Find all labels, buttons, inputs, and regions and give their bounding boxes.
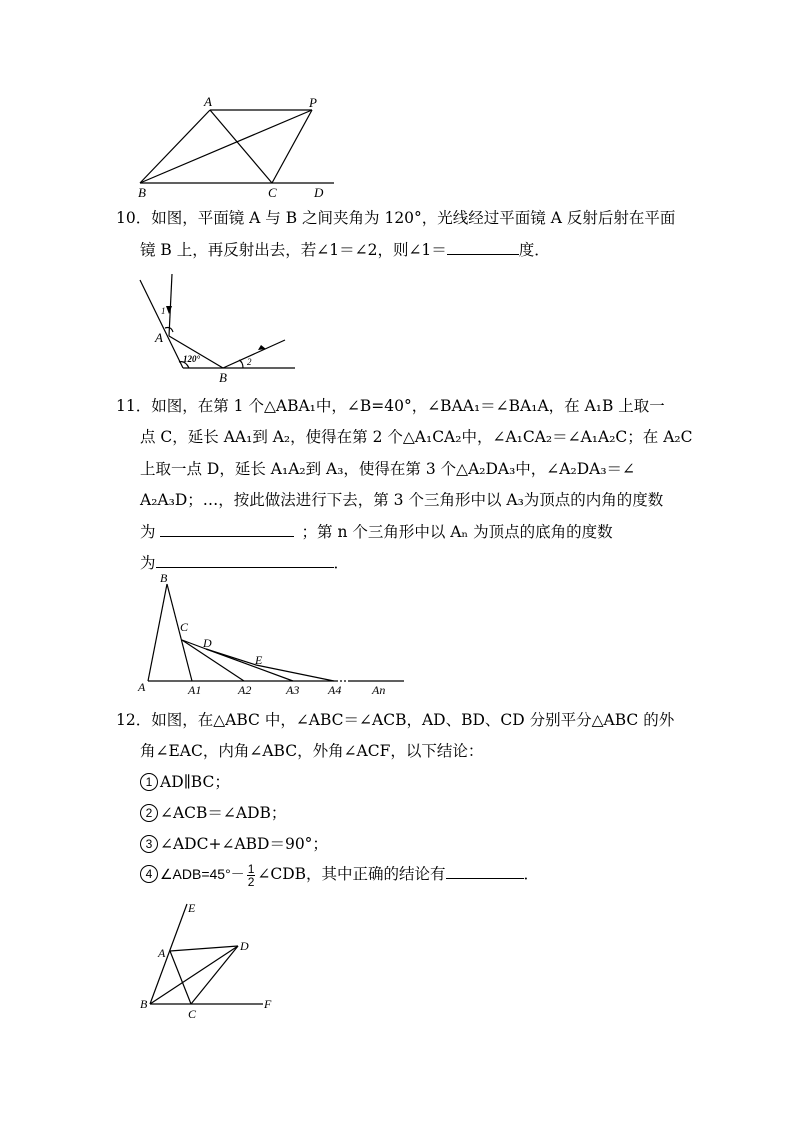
label-A: A [155,330,163,345]
q12-item-4: 4 ∠ADB=45°－ $\frac{1}{2}$ ∠CDB，其中正确的结论有 ． [140,862,539,888]
label-D: D [240,939,249,953]
label-C: C [180,620,189,634]
answer-blank-q11a[interactable] [160,522,294,537]
label-E: E [255,653,263,667]
answer-blank-q11b[interactable] [156,553,334,568]
label-E: E [188,901,196,915]
q10-number: 10． [116,209,152,227]
circle-number-3: 3 [140,835,158,853]
circle-number-2: 2 [140,804,158,822]
figure-q10 [135,268,305,386]
q11-line1: 11．如图，在第 1 个△ABA₁中，∠B=40°，∠BAA₁＝∠BA₁A，在 A₁B 上取一 [116,397,665,415]
label-A3: A3 [286,683,300,697]
q12-item-2: 2 ∠ACB＝∠ADB； [140,803,286,823]
label-B: B [219,370,227,385]
label-P: P [309,95,317,110]
figure-q11 [136,570,416,700]
angle-1-label: 1 [161,306,166,316]
angle-120-label: 120° [183,354,201,364]
label-F: F [264,997,272,1011]
label-C: C [268,185,277,200]
circle-number-4: 4 [140,865,158,883]
q12-line2: 角∠EAC，内角∠ABC，外角∠ACF，以下结论： [140,742,484,760]
label-A1: A1 [188,683,202,697]
q12-number: 12． [116,711,152,729]
q12-item-1: 1 AD∥BC； [140,772,230,792]
q11-line5: 为 ；第 n 个三角形中以 Aₙ 为顶点的底角的度数 [140,523,613,541]
fraction-one-half: $\frac{1}{2}$ [247,861,255,889]
q12-line1: 12．如图，在△ABC 中，∠ABC＝∠ACB，AD、BD、CD 分别平分△ABC 的外 [116,711,675,729]
label-A: A [204,94,212,109]
answer-blank-q10[interactable] [447,240,519,255]
answer-blank-q12[interactable] [446,864,524,879]
label-A2: A2 [238,683,252,697]
label-B: B [138,185,146,200]
label-A: A [138,680,146,694]
label-B: B [140,997,148,1011]
label-C: C [188,1007,197,1021]
q11-number: 11． [116,397,152,415]
q12-item-3: 3 ∠ADC+∠ABD＝90°； [140,834,328,854]
q11-line6: 为 ． [140,554,350,572]
label-An: An [372,683,386,697]
q11-line3: 上取一点 D，延长 A₁A₂到 A₃，使得在第 3 个△A₂DA₃中，∠A₂DA₃＝∠ [140,460,636,478]
figure-q12 [134,896,284,1026]
q11-line2: 点 C，延长 AA₁到 A₂，使得在第 2 个△A₁CA₂中，∠A₁CA₂＝∠A₁A₂C；在 A₂C [140,428,693,446]
label-A4: A4 [328,683,342,697]
label-A: A [158,946,166,960]
circle-number-1: 1 [140,773,158,791]
q10-line1: 10．如图，平面镜 A 与 B 之间夹角为 120°，光线经过平面镜 A 反射后射在平面 [116,209,676,227]
figure-q9 [130,92,350,202]
label-D: D [203,636,212,650]
angle-2-label: 2 [247,357,252,367]
q10-line2: 镜 B 上，再反射出去，若∠1＝∠2，则∠1＝ 度． [140,241,550,259]
label-B: B [160,571,168,585]
label-D: D [314,185,324,200]
q11-line4: A₂A₃D；…，按此做法进行下去，第 3 个三角形中以 A₃为顶点的内角的度数 [140,491,664,509]
